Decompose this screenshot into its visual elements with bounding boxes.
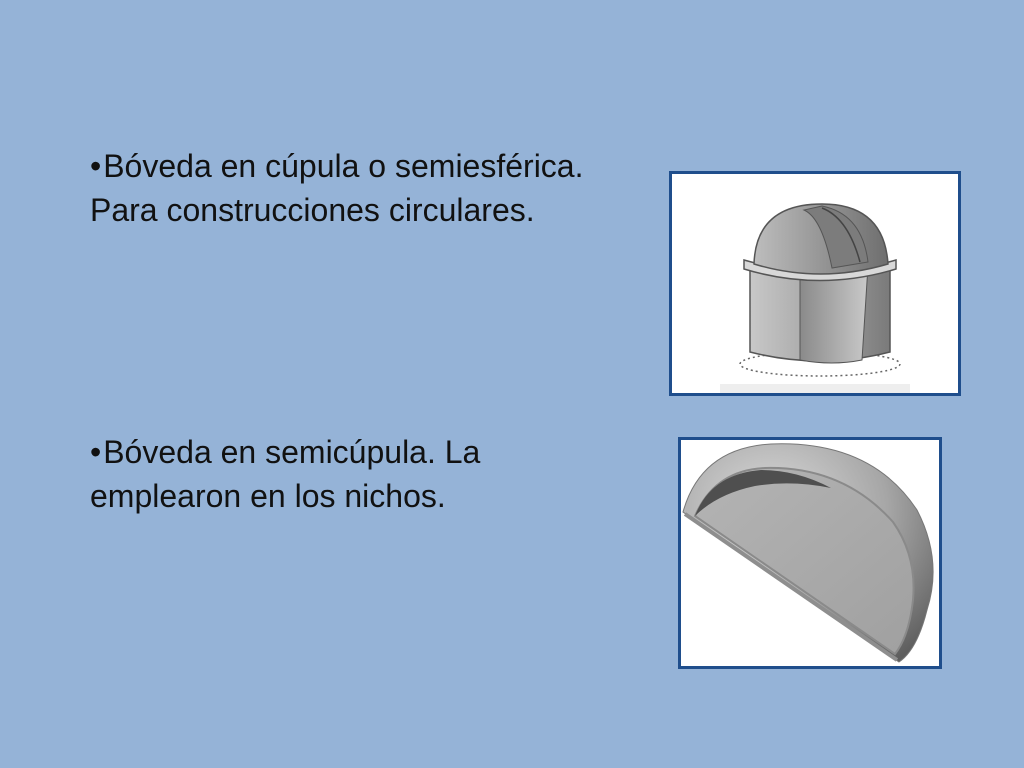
bullet-line-1: •Bóveda en cúpula o semiesférica.: [90, 148, 584, 184]
bullet-marker: •: [90, 148, 102, 184]
dome-image-frame: [669, 171, 961, 396]
bullet-half-dome: [90, 430, 660, 518]
bullet-line-2: emplearon en los nichos.: [90, 478, 446, 514]
bullet-dome: [90, 144, 660, 232]
half-dome-icon: [681, 440, 939, 666]
bullet-marker: •: [90, 434, 102, 470]
bullet-line-1: •Bóveda en semicúpula. La: [90, 434, 481, 470]
dome-cutaway-icon: [672, 174, 958, 393]
half-dome-image-frame: [678, 437, 942, 669]
bullet-line-2: Para construcciones circulares.: [90, 192, 535, 228]
